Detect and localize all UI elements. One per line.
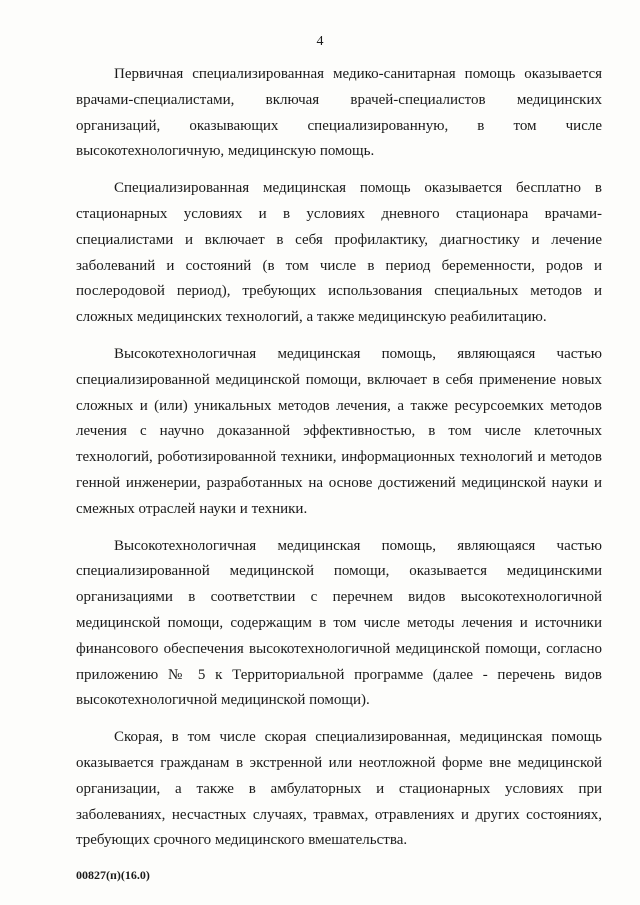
paragraph-specialized-care: Специализированная медицинская помощь оказывается бесплатно в стационарных условиях и в условиях дневного стационара врачами-специалистами и включает в себя профилактику, диагностику и лечение заболеваний и состояний (в том числе в период беременности, родов и послеродовой период), требующих использования специальных методов и сложных медицинских технологий, а также медицинскую реабилитацию. (76, 180, 602, 326)
paragraph-high-tech-care-definition: Высокотехнологичная медицинская помощь, являющаяся частью специализированной медицинской помощи, включает в себя применение новых сложных и (или) уникальных методов лечения, а также ресурсоемких методов лечения с научно доказанной эффективностью, в том числе клеточных технологий, роботизированной техники, информационных технологий и методов генной инженерии, разработанных на основе достижений медицинской науки и смежных отраслей науки и техники. (76, 345, 602, 517)
document-code: 00827(п)(16.0) (76, 868, 150, 882)
paragraph-primary-care: Первичная специализированная медико-санитарная помощь оказывается врачами-специалистами, включая врачей-специалистов медицинских организаций, оказывающих специализированную, в том числе высокотехнологичную, медицинскую помощь. (76, 66, 602, 160)
page-number: 4 (316, 34, 324, 49)
paragraph-high-tech-care-provision: Высокотехнологичная медицинская помощь, являющаяся частью специализированной медицинской помощи, оказывается медицинскими организациями в соответствии с перечнем видов высокотехнологичной медицинской помощи, содержащим в том числе методы лечения и источники финансового обеспечения высокотехнологичной медицинской помощи, согласно приложению № 5 к Территориальной программе (далее - перечень видов высокотехнологичной медицинской помощи). (76, 537, 602, 709)
document-body (76, 62, 602, 865)
paragraph-emergency-care: Скорая, в том числе скорая специализированная, медицинская помощь оказывается гражданам в экстренной или неотложной форме вне медицинской организации, а также в амбулаторных и стационарных условиях при заболеваниях, несчастных случаях, травмах, отравлениях и других состояниях, требующих срочного медицинского вмешательства. (76, 729, 602, 849)
